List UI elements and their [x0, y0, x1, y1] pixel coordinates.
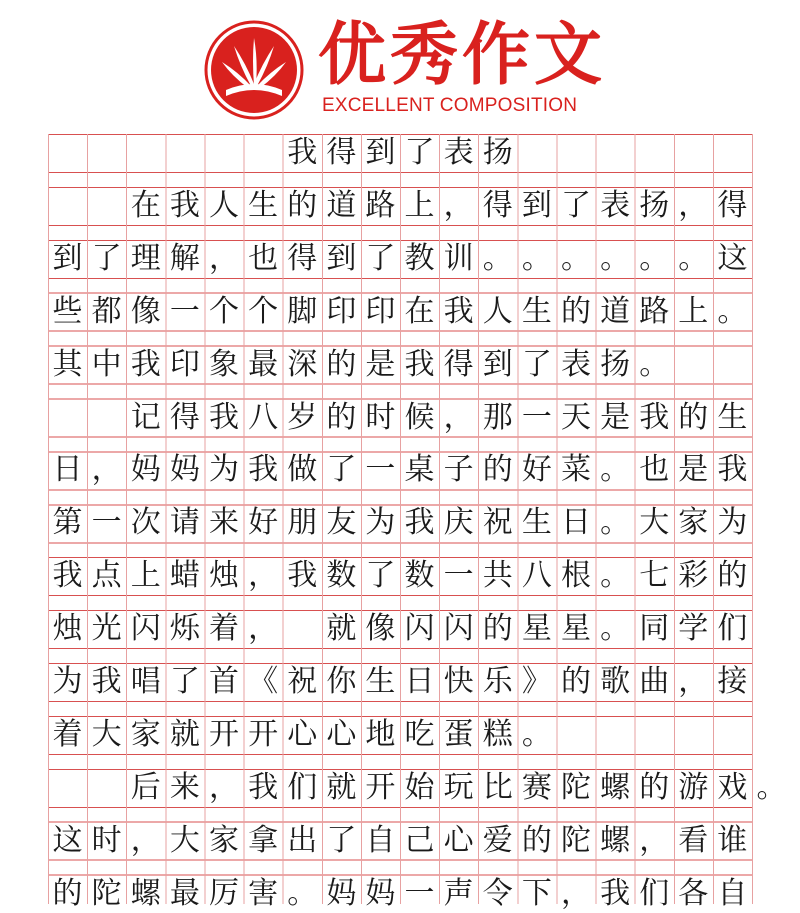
essay-char: 始: [404, 769, 435, 805]
essay-char: 的: [326, 346, 357, 382]
essay-char: 令: [482, 875, 513, 911]
logo-icon: [204, 20, 304, 120]
essay-char: [87, 134, 126, 172]
essay-char: 来: [208, 505, 239, 541]
essay-char: 得: [443, 346, 474, 382]
essay-char: 闪: [130, 611, 161, 647]
essay-char: 同: [639, 611, 670, 647]
essay-char: 好: [248, 505, 279, 541]
essay-char: 的: [560, 293, 591, 329]
essay-char: 。: [482, 240, 513, 276]
essay-char: 中: [91, 346, 122, 382]
essay-char: 到: [326, 240, 357, 276]
essay-char: 数: [326, 558, 357, 594]
essay-char: [244, 134, 283, 172]
essay-char: 路: [365, 187, 396, 223]
essay-char: 出: [287, 822, 318, 858]
essay-char: 生: [521, 505, 552, 541]
essay-char: 一: [169, 293, 200, 329]
essay-char: 最: [248, 346, 279, 382]
essay-char: 心: [287, 716, 318, 752]
essay-char: 。: [600, 611, 631, 647]
essay-char: 后: [130, 769, 161, 805]
essay-char: 地: [365, 716, 396, 752]
essay-char: 歌: [600, 664, 631, 699]
essay-char: 像: [365, 611, 396, 647]
essay-char: 的: [560, 664, 591, 699]
brand-title-cn: 优秀作文: [318, 15, 607, 95]
essay-char: 。: [560, 240, 591, 276]
essay-char: 烁: [169, 611, 200, 647]
essay-char: 。: [600, 452, 631, 488]
essay-char: 都: [91, 293, 122, 329]
essay-char: 了: [560, 187, 591, 223]
essay-char: ，: [248, 558, 279, 594]
essay-char: 糕: [482, 716, 513, 752]
essay-char: 记: [130, 399, 161, 435]
essay-char: 这: [52, 822, 83, 858]
essay-char: 己: [404, 822, 435, 858]
essay-char: 妈: [326, 875, 357, 911]
essay-char: 一: [443, 558, 474, 594]
essay-char: 我: [208, 399, 239, 435]
essay-line: [48, 875, 768, 913]
essay-char: 祝: [287, 664, 318, 699]
essay-char: 好: [521, 452, 552, 488]
essay-char: 大: [169, 822, 200, 858]
essay-char: 来: [169, 769, 200, 805]
essay-char: 深: [287, 346, 318, 382]
essay-char: 乐: [482, 664, 513, 699]
essay-char: 家: [678, 505, 709, 541]
essay-char: 害: [248, 875, 279, 911]
essay-char: 的: [326, 399, 357, 435]
essay-char: 。: [639, 240, 670, 276]
essay-char: 祝: [482, 505, 513, 541]
essay-char: 心: [443, 822, 474, 858]
essay-char: 得: [287, 240, 318, 276]
essay-char: 。: [639, 346, 670, 382]
essay-char: 点: [91, 558, 122, 594]
essay-char: 各: [678, 875, 709, 911]
essay-char: 时: [91, 822, 122, 858]
essay-char: 。: [756, 769, 787, 805]
essay-char: 得: [482, 187, 513, 223]
essay-char: 游: [678, 769, 709, 805]
essay-char: 着: [208, 611, 239, 647]
essay-char: 我: [287, 558, 318, 594]
essay-char: ，: [560, 875, 591, 911]
essay-char: ，: [678, 664, 709, 699]
essay-char: 你: [326, 664, 357, 699]
essay-char: 印: [169, 346, 200, 382]
essay-char: 。: [287, 875, 318, 911]
essay-char: 们: [287, 769, 318, 805]
essay-char: 我: [169, 187, 200, 223]
essay-char: 到: [52, 240, 83, 276]
essay-char: 是: [365, 346, 396, 382]
essay-char: 心: [326, 716, 357, 752]
essay-char: 闪: [404, 611, 435, 647]
essay-char: 生: [717, 399, 748, 435]
essay-char: 的: [287, 187, 318, 223]
essay-char: 大: [91, 716, 122, 752]
essay-char: 时: [365, 399, 396, 435]
essay-char: 那: [482, 399, 513, 435]
essay-char: 螺: [600, 822, 631, 858]
essay-char: 我: [52, 558, 83, 594]
header: [0, 0, 800, 124]
essay-char: 星: [560, 611, 591, 647]
essay-char: 脚: [287, 293, 318, 329]
essay-char: 子: [443, 452, 474, 488]
essay-char: 吃: [404, 716, 435, 752]
essay-char: 就: [326, 769, 357, 805]
essay-char: 陀: [560, 769, 591, 805]
essay-char: 其: [52, 346, 83, 382]
essay-char: 烛: [52, 611, 83, 647]
essay-line: [48, 240, 768, 278]
essay-char: 个: [248, 293, 279, 329]
essay-char: 了: [521, 346, 552, 382]
essay-char: 谁: [717, 822, 748, 858]
essay-char: 星: [521, 611, 552, 647]
essay-char: 厉: [208, 875, 239, 911]
essay-char: 学: [678, 611, 709, 647]
essay-line: [48, 187, 768, 225]
essay-char: 次: [130, 505, 161, 541]
essay-char: 唱: [130, 664, 161, 699]
essay-char: 》: [521, 664, 552, 699]
essay-char: 请: [169, 505, 200, 541]
essay-char: 到: [482, 346, 513, 382]
essay-char: 上: [678, 293, 709, 329]
essay-char: 。: [521, 716, 552, 752]
essay-char: [87, 399, 126, 437]
essay-line: [48, 822, 768, 860]
essay-char: 了: [365, 240, 396, 276]
essay-char: 。: [600, 505, 631, 541]
essay-char: 解: [169, 240, 200, 276]
essay-char: ，: [678, 187, 709, 223]
essay-char: 训: [443, 240, 474, 276]
essay-char: 朋: [287, 505, 318, 541]
essay-char: 第: [52, 505, 83, 541]
essay-char: 。: [600, 240, 631, 276]
essay-char: 曲: [639, 664, 670, 699]
essay-char: 。: [600, 558, 631, 594]
essay-char: 也: [639, 452, 670, 488]
essay-char: 蜡: [169, 558, 200, 594]
essay-char: 妈: [169, 452, 200, 488]
essay-char: 接: [717, 664, 748, 699]
essay-char: ，: [208, 240, 239, 276]
essay-char: 人: [482, 293, 513, 329]
essay-char: 一: [91, 505, 122, 541]
essay-char: 下: [521, 875, 552, 911]
essay-char: 就: [326, 611, 357, 647]
essay-char: 这: [717, 240, 748, 276]
essay-char: 个: [208, 293, 239, 329]
essay-char: 彩: [678, 558, 709, 594]
essay-char: 的: [521, 822, 552, 858]
essay-char: 了: [404, 135, 435, 170]
essay-char: 玩: [443, 769, 474, 805]
essay-char: [204, 134, 243, 172]
essay-line: [48, 557, 768, 595]
essay-char: ，: [443, 399, 474, 435]
essay-char: 道: [326, 187, 357, 223]
essay-char: 在: [404, 293, 435, 329]
essay-char: 表: [443, 135, 474, 170]
essay-char: ，: [130, 822, 161, 858]
essay-char: 自: [365, 822, 396, 858]
essay-char: ，: [443, 187, 474, 223]
essay-char: 陀: [91, 875, 122, 911]
essay-line: [48, 663, 768, 701]
essay-char: 教: [404, 240, 435, 276]
essay-line: [48, 134, 768, 172]
essay-char: 日: [560, 505, 591, 541]
essay-char: [48, 399, 87, 437]
essay-char: 的: [52, 875, 83, 911]
essay-char: 的: [482, 452, 513, 488]
essay-line: [48, 399, 768, 437]
essay-char: 开: [208, 716, 239, 752]
essay-char: 我: [443, 293, 474, 329]
essay-char: 得: [717, 187, 748, 223]
essay-char: 看: [678, 822, 709, 858]
essay-char: 上: [404, 187, 435, 223]
essay-char: 表: [600, 187, 631, 223]
essay-grid-paper: [48, 134, 787, 911]
essay-char: 桌: [404, 452, 435, 488]
essay-char: 爱: [482, 822, 513, 858]
essay-char: 庆: [443, 505, 474, 541]
essay-line: [48, 716, 768, 754]
essay-char: 闪: [443, 611, 474, 647]
essay-char: 我: [639, 399, 670, 435]
essay-char: 烛: [208, 558, 239, 594]
essay-char: 我: [404, 346, 435, 382]
essay-char: 印: [365, 293, 396, 329]
essay-char: [48, 187, 87, 225]
essay-char: 陀: [560, 822, 591, 858]
essay-char: 家: [208, 822, 239, 858]
essay-line: [48, 504, 768, 542]
essay-line: [48, 293, 768, 331]
essay-line: [48, 769, 787, 807]
essay-char: [165, 134, 204, 172]
essay-char: 了: [326, 452, 357, 488]
essay-char: 共: [482, 558, 513, 594]
essay-char: 扬: [482, 135, 513, 170]
essay-char: 我: [248, 769, 279, 805]
essay-line: [48, 346, 768, 384]
essay-char: 开: [248, 716, 279, 752]
essay-char: 了: [169, 664, 200, 699]
essay-char: ，: [248, 611, 279, 647]
essay-char: 的: [717, 558, 748, 594]
essay-char: 象: [208, 346, 239, 382]
essay-char: 妈: [365, 875, 396, 911]
essay-char: 们: [639, 875, 670, 911]
essay-char: ，: [91, 452, 122, 488]
essay-char: [126, 134, 165, 172]
essay-char: 为: [52, 664, 83, 699]
essay-char: 天: [560, 399, 591, 435]
essay-char: 最: [169, 875, 200, 911]
essay-char: 。: [521, 240, 552, 276]
essay-char: 我: [248, 452, 279, 488]
essay-char: 光: [91, 611, 122, 647]
essay-char: 戏: [717, 769, 748, 805]
essay-char: 在: [130, 187, 161, 223]
essay-char: 我: [130, 346, 161, 382]
essay-char: 我: [717, 452, 748, 488]
essay-char: 日: [52, 452, 83, 488]
essay-char: 就: [169, 716, 200, 752]
essay-char: 声: [443, 875, 474, 911]
essay-char: 表: [560, 346, 591, 382]
essay-char: 家: [130, 716, 161, 752]
essay-char: 候: [404, 399, 435, 435]
essay-char: 菜: [560, 452, 591, 488]
essay-char: 拿: [248, 822, 279, 858]
essay-char: 。: [717, 293, 748, 329]
essay-char: 着: [52, 716, 83, 752]
essay-char: 我: [600, 875, 631, 911]
essay-char: 蛋: [443, 716, 474, 752]
essay-char: 螺: [130, 875, 161, 911]
essay-char: 妈: [130, 452, 161, 488]
essay-char: 路: [639, 293, 670, 329]
essay-char: 为: [208, 452, 239, 488]
essay-char: 得: [326, 135, 357, 170]
essay-char: 上: [130, 558, 161, 594]
essay-char: 开: [365, 769, 396, 805]
essay-char: 大: [639, 505, 670, 541]
essay-char: 生: [521, 293, 552, 329]
essay-char: ，: [639, 822, 670, 858]
essay-char: 快: [443, 664, 474, 699]
essay-char: [48, 134, 87, 172]
essay-char: [87, 769, 126, 807]
essay-char: 道: [600, 293, 631, 329]
essay-char: 一: [365, 452, 396, 488]
essay-char: 岁: [287, 399, 318, 435]
essay-char: 的: [639, 769, 670, 805]
essay-char: 做: [287, 452, 318, 488]
essay-char: ，: [208, 769, 239, 805]
essay-char: 到: [365, 135, 396, 170]
essay-char: 赛: [521, 769, 552, 805]
essay-char: 我: [287, 135, 318, 170]
essay-char: 了: [326, 822, 357, 858]
essay-char: 我: [404, 505, 435, 541]
essay-char: 理: [130, 240, 161, 276]
essay-char: 自: [717, 875, 748, 911]
essay-char: 我: [91, 664, 122, 699]
essay-char: 友: [326, 505, 357, 541]
essay-char: 是: [600, 399, 631, 435]
essay-char: 日: [404, 664, 435, 699]
essay-char: 为: [365, 505, 396, 541]
essay-char: 八: [521, 558, 552, 594]
essay-char: 根: [560, 558, 591, 594]
essay-char: 首: [208, 664, 239, 699]
essay-char: 是: [678, 452, 709, 488]
essay-char: 们: [717, 611, 748, 647]
essay-line: [48, 451, 768, 489]
essay-char: 到: [521, 187, 552, 223]
essay-char: 数: [404, 558, 435, 594]
essay-char: 螺: [600, 769, 631, 805]
essay-char: [283, 610, 322, 648]
essay-char: 《: [248, 664, 279, 699]
essay-line: [48, 610, 768, 648]
essay-char: 印: [326, 293, 357, 329]
essay-char: 一: [521, 399, 552, 435]
essay-char: 七: [639, 558, 670, 594]
essay-char: 生: [365, 664, 396, 699]
essay-char: 些: [52, 293, 83, 329]
essay-char: 生: [248, 187, 279, 223]
essay-char: 为: [717, 505, 748, 541]
essay-char: 人: [208, 187, 239, 223]
essay-char: [48, 769, 87, 807]
essay-char: 扬: [600, 346, 631, 382]
essay-char: 扬: [639, 187, 670, 223]
brand-title-en: EXCELLENT COMPOSITION: [322, 95, 578, 116]
essay-char: 一: [404, 875, 435, 911]
essay-char: 的: [482, 611, 513, 647]
essay-char: 像: [130, 293, 161, 329]
essay-char: 。: [678, 240, 709, 276]
essay-char: 八: [248, 399, 279, 435]
essay-char: 比: [482, 769, 513, 805]
essay-char: 了: [365, 558, 396, 594]
essay-char: 也: [248, 240, 279, 276]
essay-char: 得: [169, 399, 200, 435]
essay-char: 了: [91, 240, 122, 276]
essay-char: [87, 187, 126, 225]
essay-char: 的: [678, 399, 709, 435]
